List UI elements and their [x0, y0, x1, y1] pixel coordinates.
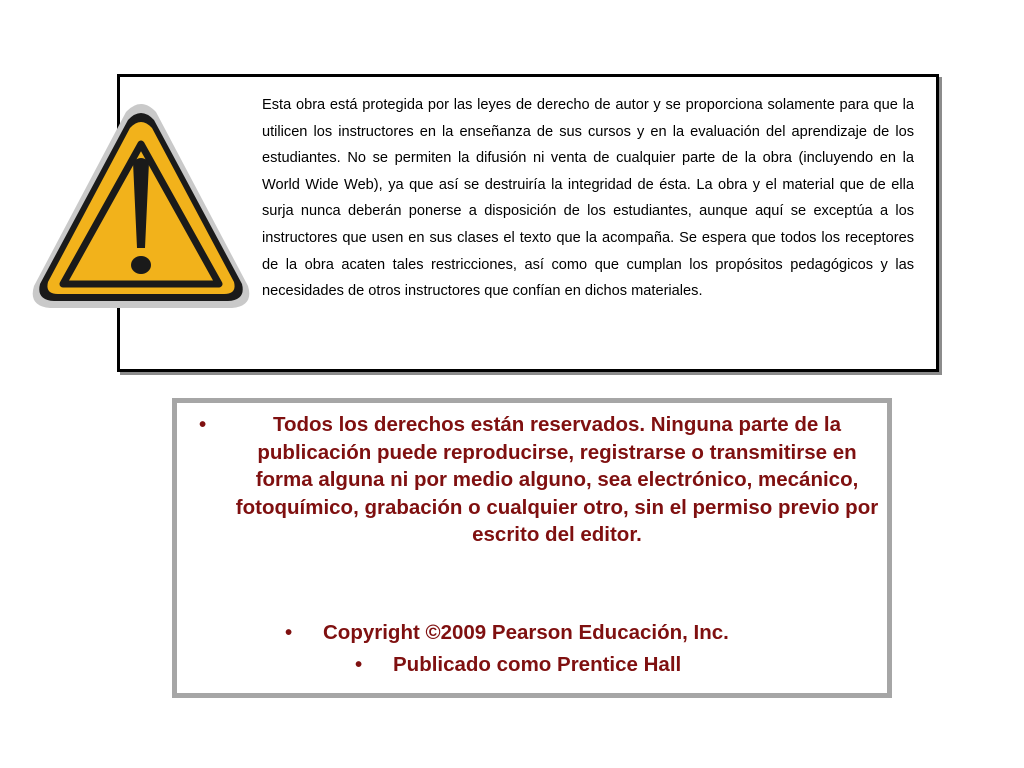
warning-triangle-icon	[28, 100, 254, 312]
bullet-marker: •	[285, 621, 293, 644]
copyright-item	[285, 619, 845, 647]
copyright-text: Copyright ©2009 Pearson Educación, Inc.	[323, 621, 729, 644]
publisher-text: Publicado como Prentice Hall	[393, 653, 682, 676]
bullet-marker: •	[355, 653, 363, 676]
copyright-notice-text: Esta obra está protegida por las leyes de derecho de autor y se proporciona solamente para que la utilicen los instructores en la enseñanza de sus cursos y en la evaluación del aprendizaje de los estudiantes. No se permiten la difusión ni venta de cualquier parte de la obra (incluyendo en la World Wide Web), ya que así se destruiría la integridad de ésta. La obra y el material que de ella surja nunca deberán ponerse a disposición de los estudiantes, aunque aquí se exceptúa a los instructores que usen en sus clases el texto que la acompaña. Se espera que todos los receptores de la obra acaten tales restricciones, así como que cumplan los propósitos pedagógicos y las necesidades de otros instructores que confían en dichos materiales.	[262, 97, 914, 300]
bullet-marker: •	[199, 413, 207, 436]
rights-box	[172, 398, 892, 698]
publisher-item	[355, 651, 775, 679]
rights-reserved-item	[199, 411, 879, 549]
rights-reserved-text: Todos los derechos están reservados. Ninguna parte de la publicación puede reproducirse, registrarse o transmitirse en forma alguna ni por medio alguno, sea electrónico, mecánico, fotoquímico, grabación o cualquier otro, sin el permiso previo por escrito del editor.	[235, 413, 879, 546]
